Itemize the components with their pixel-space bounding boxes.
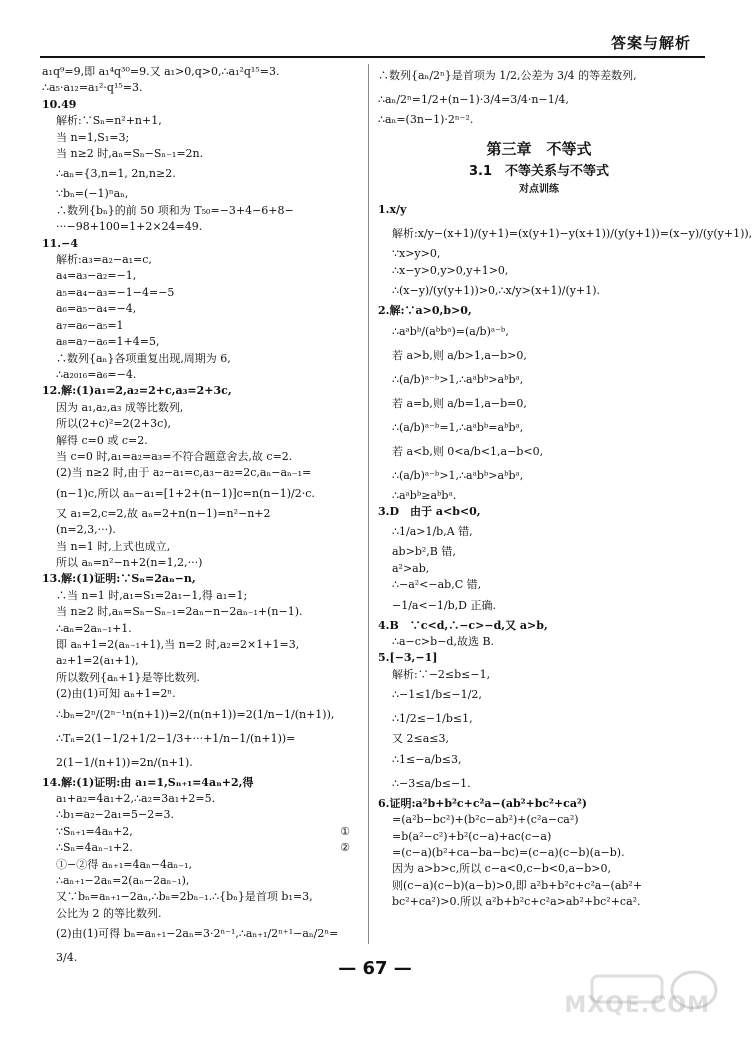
line-text: ∴(a/b)ᵃ⁻ᵇ=1,∴aᵃbᵇ=aᵇbᵃ, [392, 420, 524, 434]
line-text: 4.B ∵c<d,∴−c>−d,又 a>b, [378, 618, 548, 632]
line-text: ∴−1≤1/b≤−1/2, [392, 688, 482, 702]
text-line [378, 829, 700, 845]
line-text: 3/4. [56, 951, 78, 965]
line-text: ∴(a/b)ᵃ⁻ᵇ>1,∴aᵃbᵇ>aᵇbᵃ, [392, 468, 524, 482]
text-line [42, 857, 360, 873]
subsection-title: 对点训练 [519, 184, 559, 196]
chapter-title: 第三章 不等式 [486, 140, 592, 159]
line-text: 若 a>b,则 a/b>1,a−b>0, [392, 348, 527, 362]
text-line [42, 449, 360, 465]
text-line [42, 383, 360, 399]
text-line [42, 162, 360, 186]
text-line [378, 279, 700, 303]
line-text: =b(a²−c²)+b²(c−a)+ac(c−a) [392, 829, 552, 843]
text-line [378, 320, 700, 344]
line-text: 1.x/y [378, 203, 407, 217]
line-text: ∴x−y>0,y>0,y+1>0, [392, 263, 509, 277]
line-text: ∵x>y>0, [392, 247, 441, 261]
line-text: a₆=a₅−a₄=−4, [56, 302, 137, 316]
text-line [378, 683, 700, 707]
line-text: 3.D 由于 a<b<0, [378, 505, 481, 519]
equation-marker: ① [340, 824, 350, 838]
text-line [42, 80, 360, 96]
line-text: 因为 a₁,a₂,a₃ 成等比数列, [56, 400, 184, 414]
text-line [42, 318, 360, 334]
line-text: 所以数列{aₙ+1}是等比数列. [56, 670, 201, 684]
text-line [42, 922, 360, 946]
text-line [378, 488, 700, 504]
line-text: ∴aₙ=2aₙ₋₁+1. [56, 621, 132, 635]
line-text: 若 a<b,则 0<a/b<1,a−b<0, [392, 444, 544, 458]
line-text: =(c−a)(b²+ca−ba−bc)=(c−a)(c−b)(a−b). [392, 845, 625, 859]
text-line [42, 400, 360, 416]
text-line [378, 440, 700, 464]
text-line [378, 618, 700, 634]
text-line [42, 906, 360, 922]
text-line [42, 268, 360, 284]
line-text: ∴Tₙ=2(1−1/2+1/2−1/3+···+1/n−1/(n+1))= [56, 731, 296, 745]
text-line [378, 263, 700, 279]
text-line [42, 351, 360, 367]
line-text: 2(1−1/(n+1))=2n/(n+1). [56, 755, 193, 769]
right-column [378, 64, 752, 911]
equation-marker: ② [340, 841, 350, 855]
text-line [42, 482, 360, 506]
line-text: a²>ab, [392, 561, 430, 575]
text-line [42, 670, 360, 686]
text-line [42, 64, 360, 80]
line-text: a₁+a₂=4a₁+2,∴a₂=3a₁+2=5. [56, 792, 216, 806]
text-line [42, 571, 360, 587]
line-text: (n=2,3,···). [56, 523, 116, 537]
line-text: 2.解:∵a>0,b>0, [378, 304, 472, 318]
line-text: (n−1)c,所以 aₙ−a₁=[1+2+(n−1)]c=n(n−1)/2·c. [56, 486, 315, 500]
text-line [42, 97, 360, 113]
line-text: −1/a<−1/b,D 正确. [392, 598, 496, 612]
text-line [378, 748, 700, 772]
line-text: ∴数列{aₙ/2ⁿ}是首项为 1/2,公差为 3/4 的等差数列, [378, 69, 637, 82]
line-text: ∴a₅·a₁₂=a₁²·q¹⁵=3. [42, 81, 143, 95]
watermark-text: MXQE.COM [564, 993, 710, 1018]
text-line [378, 634, 700, 650]
text-line [42, 727, 360, 751]
line-text: ∴1≤−a/b≤3, [392, 752, 462, 766]
right-column-body [378, 198, 752, 910]
section-title: 3.1 不等关系与不等式 [468, 164, 610, 180]
line-text: 当 n=1,S₁=3; [56, 130, 130, 144]
text-line [378, 464, 700, 488]
text-line [378, 894, 700, 910]
line-text: 10.49 [42, 97, 77, 111]
line-text: 即 aₙ+1=2(aₙ₋₁+1),当 n=2 时,a₂=2×1+1=3, [56, 638, 300, 651]
text-line [378, 796, 700, 812]
line-text: 14.解:(1)证明:由 a₁=1,Sₙ₊₁=4aₙ+2,得 [42, 775, 254, 789]
line-text: 解得 c=0 或 c=2. [56, 433, 148, 447]
line-text: 所以(2+c)²=2(2+3c), [56, 417, 172, 431]
line-text: ∵Sₙ₊₁=4aₙ+2, [56, 824, 133, 838]
text-line [378, 812, 700, 828]
text-line [378, 845, 700, 861]
line-text: ∴1/2≤−1/b≤1, [392, 712, 473, 726]
line-text: 解析:∵−2≤b≤−1, [392, 667, 491, 681]
line-text: ∴aᵃbᵇ/(aᵇbᵃ)=(a/b)ᵃ⁻ᵇ, [392, 324, 509, 338]
text-line [42, 555, 360, 571]
text-line [42, 130, 360, 146]
text-line [42, 522, 360, 538]
line-text: bc²+ca²)>0.所以 a²b+b²c+c²a>ab²+bc²+ca². [392, 895, 641, 909]
line-text: ∴−3≤a/b≤−1. [392, 776, 471, 790]
line-text: =(a²b−bc²)+(b²c−ab²)+(c²a−ca²) [392, 813, 579, 827]
line-text: ∴(x−y)/(y(y+1))>0,∴x/y>(x+1)/(y+1). [392, 284, 601, 298]
text-line [378, 577, 700, 593]
text-line [42, 367, 360, 383]
line-text: 6.证明:a²b+b²c+c²a−(ab²+bc²+ca²) [378, 796, 588, 810]
line-text: 公比为 2 的等比数列. [56, 906, 162, 920]
line-text: 当 n=1 时,上式也成立, [56, 539, 171, 553]
text-line [42, 219, 360, 235]
text-line [378, 392, 700, 416]
text-line [42, 113, 360, 129]
text-line [378, 64, 700, 88]
text-line [42, 807, 360, 823]
text-line [42, 539, 360, 555]
line-text: ∴bₙ=2ⁿ/(2ⁿ⁻¹n(n+1))=2/(n(n+1))=2(1/n−1/(n+1)), [56, 707, 335, 721]
text-line [42, 889, 360, 905]
line-text: a₇=a₆−a₅=1 [56, 318, 124, 332]
text-line [378, 198, 700, 222]
right-column-top [378, 64, 700, 128]
line-text: 5.[−3,−1] [378, 651, 438, 665]
text-line [378, 731, 700, 747]
line-text: ∴aₙ={3,n=1, 2n,n≥2. [56, 167, 176, 181]
text-line [42, 588, 360, 604]
text-line [42, 873, 360, 889]
header-title: 答案与解析 [610, 34, 691, 52]
text-line [378, 878, 700, 894]
line-text: ∴aₙ₊₁−2aₙ=2(aₙ−2aₙ₋₁), [56, 874, 190, 888]
line-text: 当 n≥2 时,aₙ=Sₙ−Sₙ₋₁=2n. [56, 147, 204, 161]
line-text: 13.解:(1)证明:∵Sₙ=2aₙ−n, [42, 572, 196, 586]
page-number: — 67 — [338, 958, 412, 979]
line-text: 12.解:(1)a₁=2,a₂=2+c,a₃=2+3c, [42, 384, 232, 398]
line-text: a₄=a₃−a₂=−1, [56, 269, 137, 283]
text-line [378, 861, 700, 877]
line-text: ∴−a²<−ab,C 错, [392, 578, 482, 592]
line-text: a₈=a₇−a₆=1+4=5, [56, 335, 160, 349]
text-line [42, 621, 360, 637]
text-line [42, 637, 360, 653]
line-text: 11.−4 [42, 236, 79, 250]
line-text: ∴数列{bₙ}的前 50 项和为 T₅₀=−3+4−6+8− [56, 203, 294, 217]
text-line [42, 604, 360, 620]
line-text: 解析:∵Sₙ=n²+n+1, [56, 114, 162, 128]
line-text: ∴aₙ/2ⁿ=1/2+(n−1)·3/4=3/4·n−1/4, [378, 93, 569, 106]
left-column [42, 64, 360, 970]
text-line [42, 301, 360, 317]
line-text: ab>b²,B 错, [392, 545, 456, 559]
line-text: ∴1/a>1/b,A 错, [392, 525, 473, 539]
line-text: ∴a−c>b−d,故选 B. [392, 635, 495, 649]
text-line [378, 650, 700, 666]
text-line [42, 252, 360, 268]
line-text: ∴Sₙ=4aₙ₋₁+2. [56, 841, 133, 855]
line-text: 解析:x/y−(x+1)/(y+1)=(x(y+1)−y(x+1))/(y(y+1))=(x−y)/(y(y+1)), [392, 227, 752, 241]
text-line [378, 368, 700, 392]
text-line [42, 686, 360, 702]
line-text: ∴(a/b)ᵃ⁻ᵇ>1,∴aᵃbᵇ>aᵇbᵃ, [392, 372, 524, 386]
text-line [42, 146, 360, 162]
text-line [42, 203, 360, 219]
text-line [378, 246, 700, 262]
text-line [378, 344, 700, 368]
line-text: ∴b₁=a₂−2a₁=5−2=3. [56, 808, 174, 822]
text-line [42, 236, 360, 252]
text-line [42, 186, 360, 202]
line-text: ∴当 n=1 时,a₁=S₁=2a₁−1,得 a₁=1; [56, 588, 248, 602]
line-text: 解析:a₃=a₂−a₁=c, [56, 253, 152, 267]
text-line [42, 824, 360, 840]
text-line [42, 433, 360, 449]
text-line [378, 222, 752, 246]
text-line [42, 751, 360, 775]
text-line [42, 653, 360, 669]
line-text: (2)由(1)可知 aₙ+1=2ⁿ. [56, 687, 176, 701]
line-text: 又 2≤a≤3, [392, 732, 449, 746]
text-line [42, 791, 360, 807]
line-text: (2)由(1)可得 bₙ=aₙ₊₁−2aₙ=3·2ⁿ⁻¹,∴aₙ₊₁/2ⁿ⁺¹−aₙ/2ⁿ= [56, 927, 339, 941]
line-text: ∴aₙ=(3n−1)·2ⁿ⁻². [378, 113, 474, 126]
line-text: 若 a=b,则 a/b=1,a−b=0, [392, 396, 527, 410]
text-line [378, 667, 700, 683]
text-line [42, 285, 360, 301]
text-line [378, 772, 700, 796]
text-line [42, 416, 360, 432]
line-text: 则(c−a)(c−b)(a−b)>0,即 a²b+b²c+c²a−(ab²+ [392, 878, 643, 892]
text-line [42, 506, 360, 522]
text-line [42, 840, 360, 856]
line-text: 又 a₁=2,c=2,故 aₙ=2+n(n−1)=n²−n+2 [56, 506, 271, 520]
watermark-logo [564, 968, 732, 1028]
text-line [378, 88, 700, 112]
text-line [378, 303, 700, 319]
line-text: ①−②得 aₙ₊₁=4aₙ−4aₙ₋₁, [56, 857, 193, 871]
column-divider [368, 64, 369, 944]
line-text: 当 c=0 时,a₁=a₂=a₃=不符合题意舍去,故 c=2. [56, 449, 293, 463]
text-line [378, 561, 700, 577]
text-line [42, 775, 360, 791]
line-text: a₅=a₄−a₃=−1−4=−5 [56, 285, 175, 299]
text-line [42, 703, 360, 727]
line-text: (2)当 n≥2 时,由于 a₂−a₁=c,a₃−a₂=2c,aₙ−aₙ₋₁= [56, 466, 312, 480]
text-line [42, 465, 360, 481]
line-text: ∵bₙ=(−1)ⁿaₙ, [56, 187, 129, 201]
text-line [378, 707, 700, 731]
text-line [378, 520, 700, 544]
line-text: 又∵bₙ=aₙ₊₁−2aₙ,∴bₙ=2bₙ₋₁.∴{bₙ}是首项 b₁=3, [56, 890, 313, 904]
line-text: ···−98+100=1+2×24=49. [56, 220, 203, 234]
line-text: a₂+1=2(a₁+1), [56, 654, 139, 668]
text-line [378, 416, 700, 440]
page-header [40, 26, 705, 58]
text-line [378, 504, 700, 520]
line-text: ∴aᵃbᵇ≥aᵇbᵃ. [392, 488, 457, 502]
line-text: a₁q⁹=9,即 a₁⁴q³⁰=9.又 a₁>0,q>0,∴a₁²q¹⁵=3. [42, 65, 280, 78]
text-line [42, 334, 360, 350]
line-text: 因为 a>b>c,所以 c−a<0,c−b<0,a−b>0, [392, 862, 611, 876]
text-line [378, 544, 700, 560]
text-line [378, 112, 700, 128]
line-text: 当 n≥2 时,aₙ=Sₙ−Sₙ₋₁=2aₙ−n−2aₙ₋₁+(n−1). [56, 605, 303, 619]
line-text: ∴数列{aₙ}各项重复出现,周期为 6, [56, 351, 231, 365]
line-text: ∴a₂₀₁₆=a₆=−4. [56, 367, 137, 381]
text-line [378, 594, 700, 618]
line-text: 所以 aₙ=n²−n+2(n=1,2,···) [56, 555, 203, 569]
